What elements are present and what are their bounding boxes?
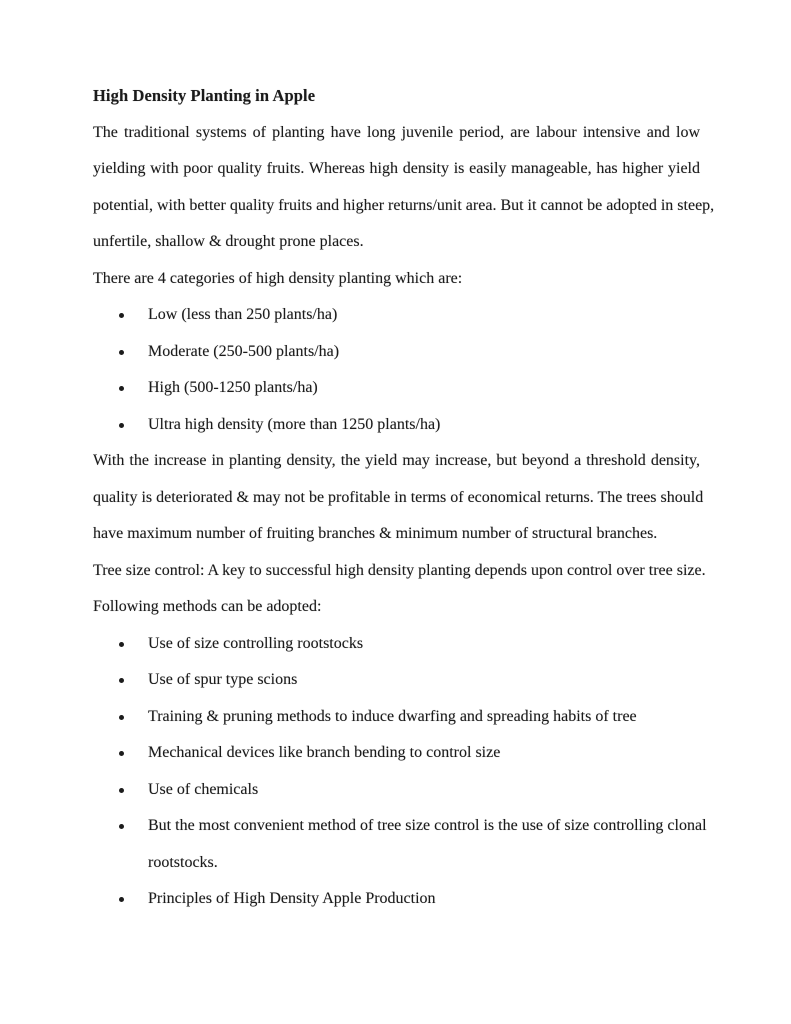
method-item-training-pruning bbox=[93, 699, 700, 736]
intro-paragraph-line-4: unfertile, shallow & drought prone places. bbox=[93, 233, 364, 250]
bullet-icon bbox=[119, 386, 124, 391]
category-label: Moderate (250-500 plants/ha) bbox=[148, 342, 340, 360]
method-label: Use of size controlling rootstocks bbox=[148, 634, 364, 652]
method-item-mechanical-devices bbox=[93, 735, 700, 772]
methods-lead-line: Following methods can be adopted: bbox=[93, 598, 322, 615]
method-line-2: rootstocks. bbox=[148, 853, 218, 871]
method-line-1: But the most convenient method of tree size control is the use of size controlling clonal bbox=[148, 817, 707, 834]
category-item-low bbox=[93, 297, 700, 334]
bullet-icon bbox=[119, 423, 124, 428]
document-body bbox=[93, 78, 715, 918]
intro-paragraph-line-1: The traditional systems of planting have long juvenile period, are labour intensive and low bbox=[93, 123, 700, 141]
bullet-icon bbox=[119, 678, 124, 683]
method-label: Principles of High Density Apple Production bbox=[148, 890, 436, 907]
method-label: Mechanical devices like branch bending to control size bbox=[148, 744, 501, 761]
density-paragraph-line-2: quality is deteriorated & may not be profitable in terms of economical returns. The trees should bbox=[93, 488, 704, 506]
category-label: Ultra high density (more than 1250 plants/ha) bbox=[148, 415, 441, 433]
document-title: High Density Planting in Apple bbox=[93, 86, 316, 105]
method-label: Use of chemicals bbox=[148, 780, 259, 798]
bullet-icon bbox=[119, 897, 124, 902]
intro-paragraph-line-3: potential, with better quality fruits and higher returns/unit area. But it cannot be adopted in steep, bbox=[93, 196, 715, 214]
category-item-moderate bbox=[93, 334, 700, 371]
density-paragraph-line-3: have maximum number of fruiting branches & minimum number of structural branches. bbox=[93, 525, 658, 542]
method-item-clonal-rootstocks bbox=[93, 808, 707, 881]
method-label: Use of spur type scions bbox=[148, 671, 298, 688]
tree-size-control-line: Tree size control: A key to successful high density planting depends upon control over tree size. bbox=[93, 561, 706, 579]
bullet-icon bbox=[119, 751, 124, 756]
bullet-icon bbox=[119, 824, 124, 829]
method-label: Training & pruning methods to induce dwarfing and spreading habits of tree bbox=[148, 707, 637, 725]
bullet-icon bbox=[119, 642, 124, 647]
method-item-rootstocks bbox=[93, 626, 700, 663]
category-list bbox=[93, 297, 700, 443]
method-item-spur-scions bbox=[93, 662, 700, 699]
density-paragraph-line-1: With the increase in planting density, the yield may increase, but beyond a threshold density, bbox=[93, 452, 700, 469]
methods-list bbox=[93, 626, 707, 918]
category-label: Low (less than 250 plants/ha) bbox=[148, 306, 338, 323]
bullet-icon bbox=[119, 350, 124, 355]
bullet-icon bbox=[119, 788, 124, 793]
intro-paragraph-line-2: yielding with poor quality fruits. Whereas high density is easily manageable, has higher yield bbox=[93, 160, 700, 177]
categories-lead-line: There are 4 categories of high density planting which are: bbox=[93, 269, 463, 287]
category-label: High (500-1250 plants/ha) bbox=[148, 379, 318, 396]
category-item-high bbox=[93, 370, 700, 407]
bullet-icon bbox=[119, 715, 124, 720]
category-item-ultra-high bbox=[93, 407, 700, 444]
method-item-chemicals bbox=[93, 772, 700, 809]
bullet-icon bbox=[119, 313, 124, 318]
method-item-principles-heading bbox=[93, 881, 700, 918]
